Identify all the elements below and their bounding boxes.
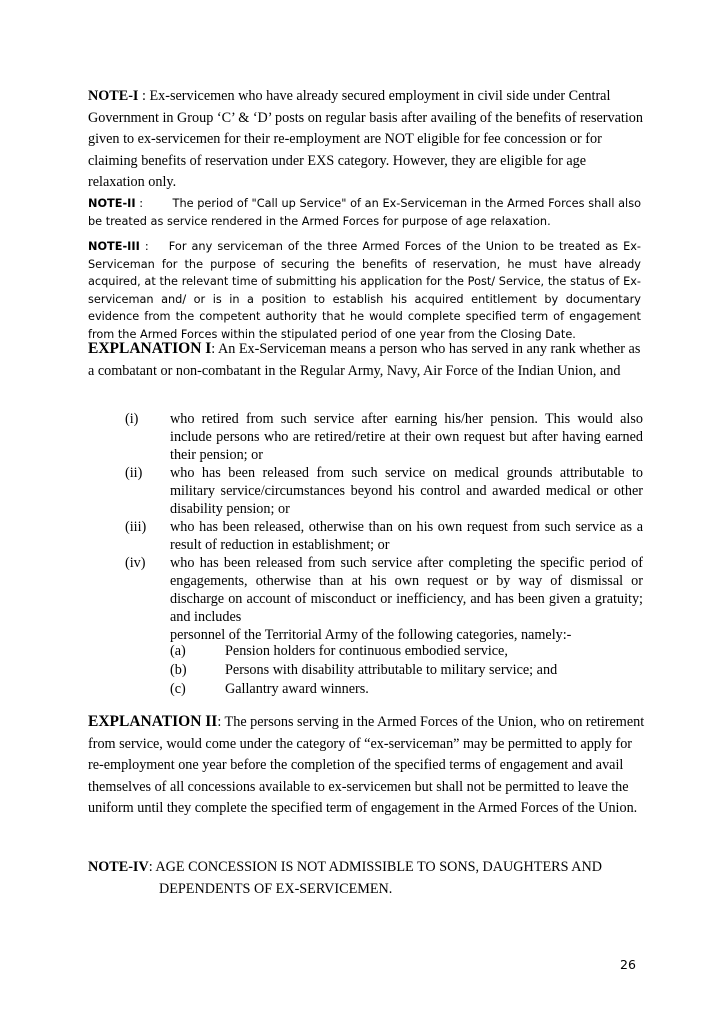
explanation-1-text: : An Ex-Serviceman means a person who has served in any rank whether as a combatant or non-combatant in the Regular Army, Navy, Air Force of the Indian Union, and xyxy=(88,341,641,379)
list-item-number: (ii) xyxy=(125,465,143,481)
list-tail-text: personnel of the Territorial Army of the following categories, namely:- xyxy=(170,627,572,643)
explanation-1 xyxy=(88,338,648,382)
note-4-line-1 xyxy=(88,857,648,879)
list-item xyxy=(125,410,643,464)
note-3 xyxy=(88,238,645,343)
sublist-item-letter: (b) xyxy=(170,662,187,678)
note-2-label: NOTE-II xyxy=(88,197,136,210)
list-item-text: who has been released, otherwise than on his own request from such service as a result of reduction in establishment; or xyxy=(170,519,643,553)
territorial-army-sublist xyxy=(170,642,620,699)
note-4-text: : AGE CONCESSION IS NOT ADMISSIBLE TO SONS, DAUGHTERS AND xyxy=(148,859,602,875)
sublist-item xyxy=(170,661,620,680)
explanation-1-label: EXPLANATION I xyxy=(88,340,212,357)
explanation-2 xyxy=(88,711,648,820)
page-number: 26 xyxy=(620,957,636,972)
sublist-item-text: Gallantry award winners. xyxy=(225,681,369,697)
list-item-text: who has been released from such service on medical grounds attributable to military service/circumstances beyond his control and awarded medical or other disability pension; or xyxy=(170,465,643,517)
explanation-2-text: : The persons serving in the Armed Forces of the Union, who on retirement from service, would come under the category of “ex-serviceman” may be permitted to apply for re-employment one year before the completion of the specified terms of engagement and avail themselves of all concessions available to ex-servicemen but shall not be permitted to leave the uniform until they complete the specified term of engagement in the Armed Forces of the Union. xyxy=(88,714,645,817)
list-item xyxy=(125,554,643,626)
explanation-2-label: EXPLANATION II xyxy=(88,713,218,730)
sublist-item xyxy=(170,680,620,699)
list-item xyxy=(125,464,643,518)
list-item-number: (i) xyxy=(125,411,139,427)
list-item xyxy=(125,518,643,554)
list-item-number: (iii) xyxy=(125,519,147,535)
list-item-number: (iv) xyxy=(125,555,146,571)
sublist-item-text: Persons with disability attributable to military service; and xyxy=(225,662,558,678)
list-item-text: who has been released from such service after completing the specific period of engagements, otherwise than at his own request or by way of dismissal or discharge on account of misconduct or inefficiency, and has been given a gratuity; and includes xyxy=(170,555,643,625)
sublist-item-letter: (c) xyxy=(170,681,186,697)
note-3-label: NOTE-III xyxy=(88,240,140,253)
list-item-text: who retired from such service after earning his/her pension. This would also include persons who are retired/retire at their own request but after having earned their pension; or xyxy=(170,411,643,463)
note-1-text: : Ex-servicemen who have already secured employment in civil side under Central Government in Group ‘C’ & ‘D’ posts on regular basis after availing of the benefits of reservation given to ex-servicemen for their re-employment are NOT eligible for fee concession or for claiming benefits of reservation under EXS category. However, they are eligible for age relaxation only. xyxy=(88,88,643,191)
note-4 xyxy=(88,857,648,900)
note-4-label: NOTE-IV xyxy=(88,859,149,875)
note-2 xyxy=(88,195,645,230)
sublist-item-text: Pension holders for continuous embodied service, xyxy=(225,643,508,659)
sublist-item xyxy=(170,642,620,661)
note-1-label: NOTE-I xyxy=(88,88,139,104)
sublist-item-letter: (a) xyxy=(170,643,186,659)
note-2-text: : The period of "Call up Service" of an Ex-Serviceman in the Armed Forces shall also be treated as service rendered in the Armed Forces for purpose of age relaxation. xyxy=(88,197,645,228)
note-3-text: : For any serviceman of the three Armed Forces of the Union to be treated as Ex-Serviceman for the purpose of securing the benefits of reservation, he must have already acquired, at the relevant time of submitting his application for the Post/ Service, the status of Ex-serviceman and/ or is in a position to establish his acquired entitlement by documentary evidence from the competent authority that he would complete specified term of engagement from the Armed Forces within the stipulated period of one year from the Closing Date. xyxy=(88,240,645,341)
explanation-1-list xyxy=(125,410,643,644)
note-1 xyxy=(88,86,643,194)
note-4-line-2: DEPENDENTS OF EX-SERVICEMEN. xyxy=(159,880,393,897)
